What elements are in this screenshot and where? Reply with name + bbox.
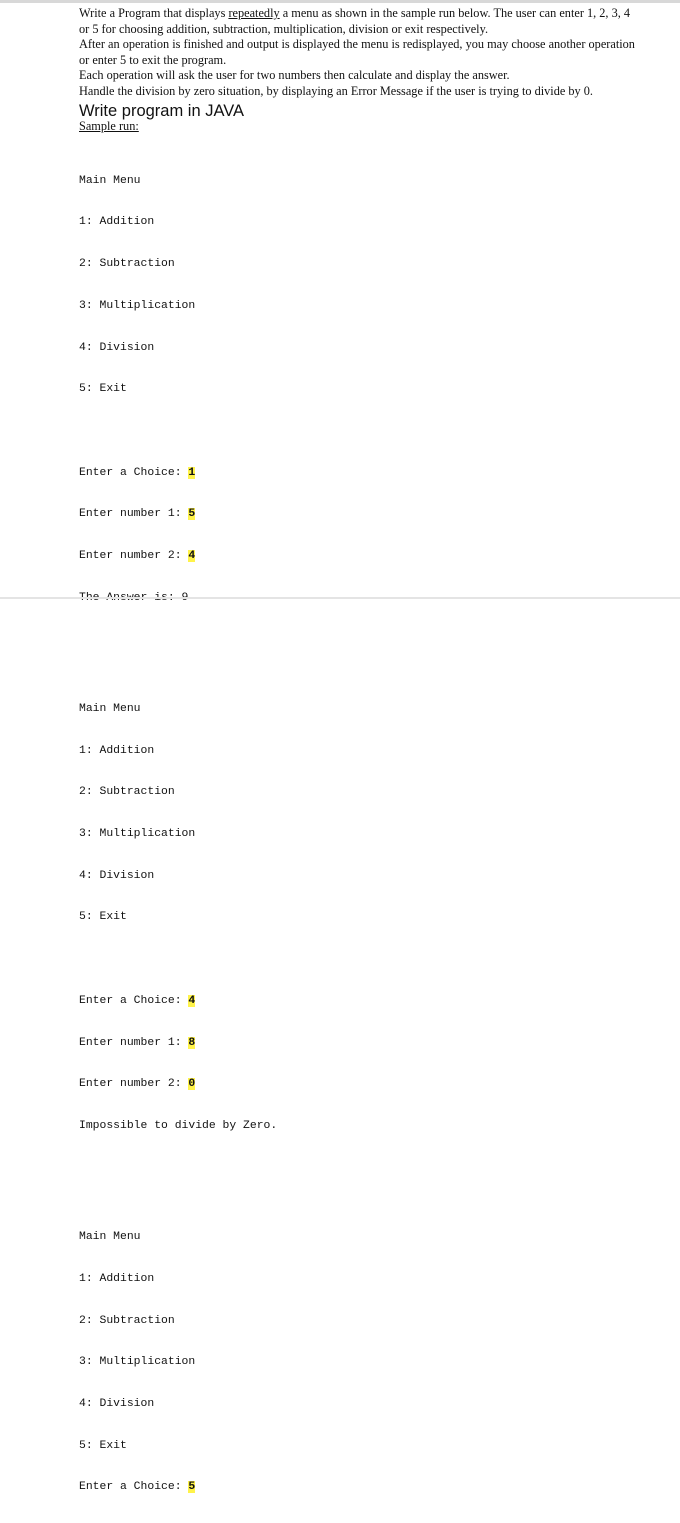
sample-run-label: Sample run: <box>79 119 139 133</box>
number1-line: Enter number 1: 8 <box>79 1036 196 1049</box>
description-paragraph-2: After an operation is finished and output is displayed the menu is redisplayed, you may choose another operation or enter 5 to exit the program. <box>79 37 635 67</box>
menu-item: 3: Multiplication <box>79 299 196 312</box>
number1-line: Enter number 1: 5 <box>79 508 196 521</box>
menu-item: 3: Multiplication <box>79 1356 196 1369</box>
user-input: 1 <box>188 466 196 479</box>
menu-title: Main Menu <box>79 174 141 187</box>
number2-line: Enter number 2: 0 <box>79 1078 196 1091</box>
menu-item: 5: Exit <box>79 383 127 396</box>
menu-item: 2: Subtraction <box>79 786 175 799</box>
menu-item: 4: Division <box>79 869 155 882</box>
bottom-border <box>0 597 680 599</box>
description-paragraph-1: Write a Program that displays repeatedly a menu as shown in the sample run below. The user can enter 1, 2, 3, 4 or 5 for choosing addition, subtraction, multiplication, division or exit respectively. <box>79 6 631 36</box>
menu-item: 1: Addition <box>79 216 155 229</box>
menu-item: 2: Subtraction <box>79 258 175 271</box>
menu-item: 1: Addition <box>79 744 155 757</box>
choice-line: Enter a Choice: 1 <box>79 466 196 479</box>
choice-line: Enter a Choice: 4 <box>79 994 196 1007</box>
user-input: 5 <box>188 508 196 521</box>
menu-item: 5: Exit <box>79 911 127 924</box>
document-page <box>79 6 639 1523</box>
menu-title: Main Menu <box>79 702 141 715</box>
description-paragraph-3: Each operation will ask the user for two numbers then calculate and display the answer. <box>79 68 510 82</box>
repeatedly-emphasis: repeatedly <box>228 6 280 20</box>
description-paragraph-4: Handle the division by zero situation, by displaying an Error Message if the user is trying to divide by 0. <box>79 83 593 98</box>
error-message: Impossible to divide by Zero. <box>79 1120 278 1132</box>
menu-title: Main Menu <box>79 1231 141 1244</box>
menu-item: 4: Division <box>79 341 155 354</box>
menu-item: 2: Subtraction <box>79 1314 175 1327</box>
user-input: 4 <box>188 550 196 563</box>
menu-item: 4: Division <box>79 1398 155 1411</box>
menu-item: 5: Exit <box>79 1439 127 1452</box>
user-input: 0 <box>188 1078 196 1091</box>
sample-run-output <box>79 133 639 1523</box>
menu-item: 1: Addition <box>79 1272 155 1285</box>
java-title: Write program in JAVA <box>79 102 245 120</box>
choice-line: Enter a Choice: 5 <box>79 1481 196 1494</box>
user-input: 4 <box>188 994 196 1007</box>
user-input: 5 <box>188 1481 196 1494</box>
number2-line: Enter number 2: 4 <box>79 550 196 563</box>
top-border <box>0 0 680 3</box>
menu-item: 3: Multiplication <box>79 828 196 841</box>
problem-description <box>79 6 639 99</box>
user-input: 8 <box>188 1036 196 1049</box>
